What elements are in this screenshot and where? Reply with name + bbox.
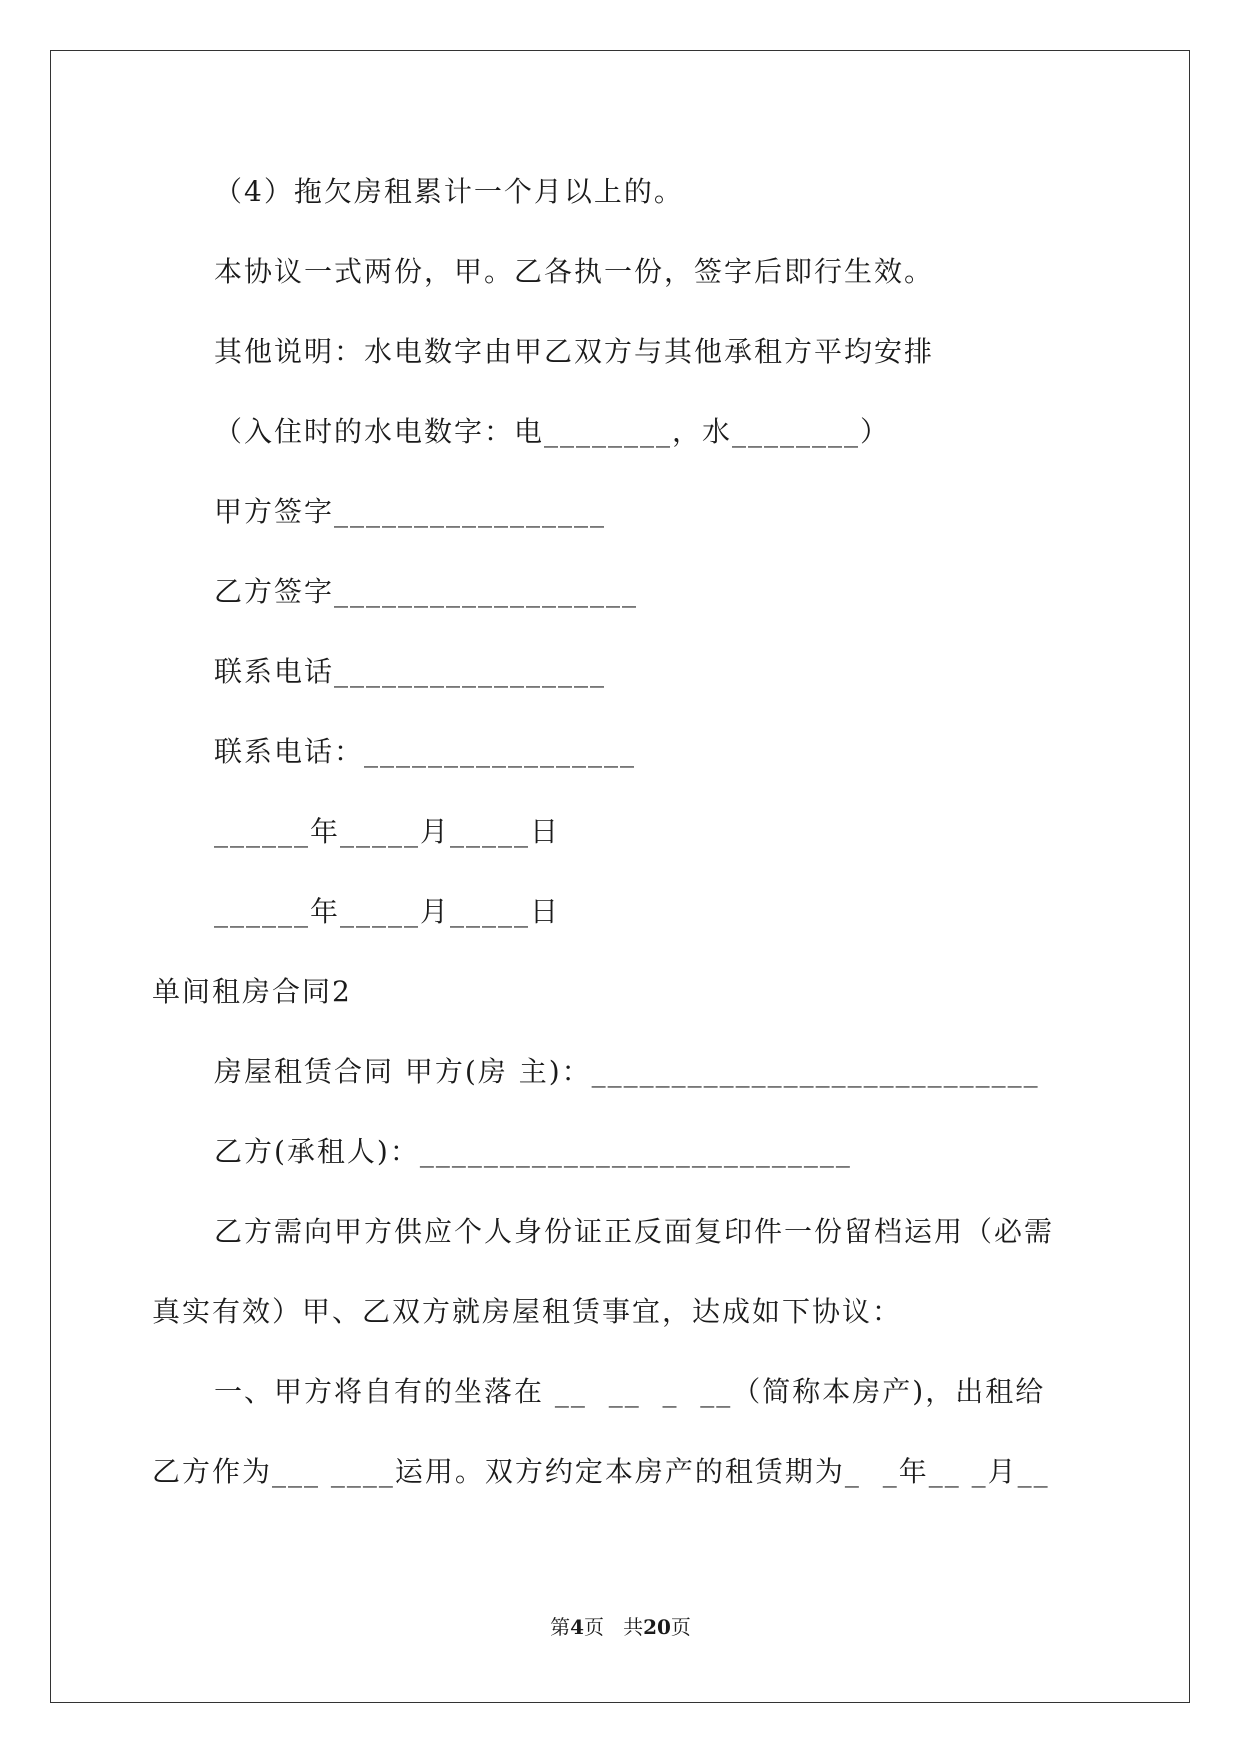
party-a-landlord: 房屋租赁合同 甲方(房 主)：____________________________ xyxy=(214,1055,1040,1088)
party-b-signature: 乙方签字___________________ xyxy=(214,575,639,608)
date-line-a: ______年_____月_____日 xyxy=(214,815,561,848)
page-footer xyxy=(0,1614,1241,1640)
footer-suffix: 页 xyxy=(670,1615,691,1639)
date-line-b: ______年_____月_____日 xyxy=(214,895,561,928)
id-copy-requirement-cont: 真实有效）甲、乙双方就房屋租赁事宜，达成如下协议： xyxy=(152,1295,903,1328)
clause-1-property: 一、甲方将自有的坐落在 __ __ _ __（简称本房产)，出租给 xyxy=(214,1375,1046,1408)
meter-reading-text: （入住时的水电数字：电________，水________） xyxy=(214,415,891,448)
footer-middle: 页 共 xyxy=(584,1615,644,1639)
other-notes-text: 其他说明：水电数字由甲乙双方与其他承租方平均安排 xyxy=(214,335,935,368)
agreement-copies-text: 本协议一式两份，甲。乙各执一份，签字后即行生效。 xyxy=(214,255,935,288)
footer-current-page: 4 xyxy=(570,1615,584,1639)
footer-total-pages: 20 xyxy=(643,1615,671,1639)
party-b-tenant: 乙方(承租人)：___________________________ xyxy=(214,1135,852,1168)
clause-4-overdue-rent: （4）拖欠房租累计一个月以上的。 xyxy=(214,175,684,208)
contact-phone-b: 联系电话：_________________ xyxy=(214,735,637,768)
section-title: 单间租房合同2 xyxy=(152,975,352,1008)
footer-prefix: 第 xyxy=(550,1615,571,1639)
id-copy-requirement: 乙方需向甲方供应个人身份证正反面复印件一份留档运用（必需 xyxy=(214,1215,1055,1248)
clause-1-property-cont: 乙方作为___ ____运用。双方约定本房产的租赁期为_ _年__ _月__ xyxy=(152,1455,1050,1488)
party-a-signature: 甲方签字_________________ xyxy=(214,495,607,528)
contact-phone-a: 联系电话_________________ xyxy=(214,655,607,688)
